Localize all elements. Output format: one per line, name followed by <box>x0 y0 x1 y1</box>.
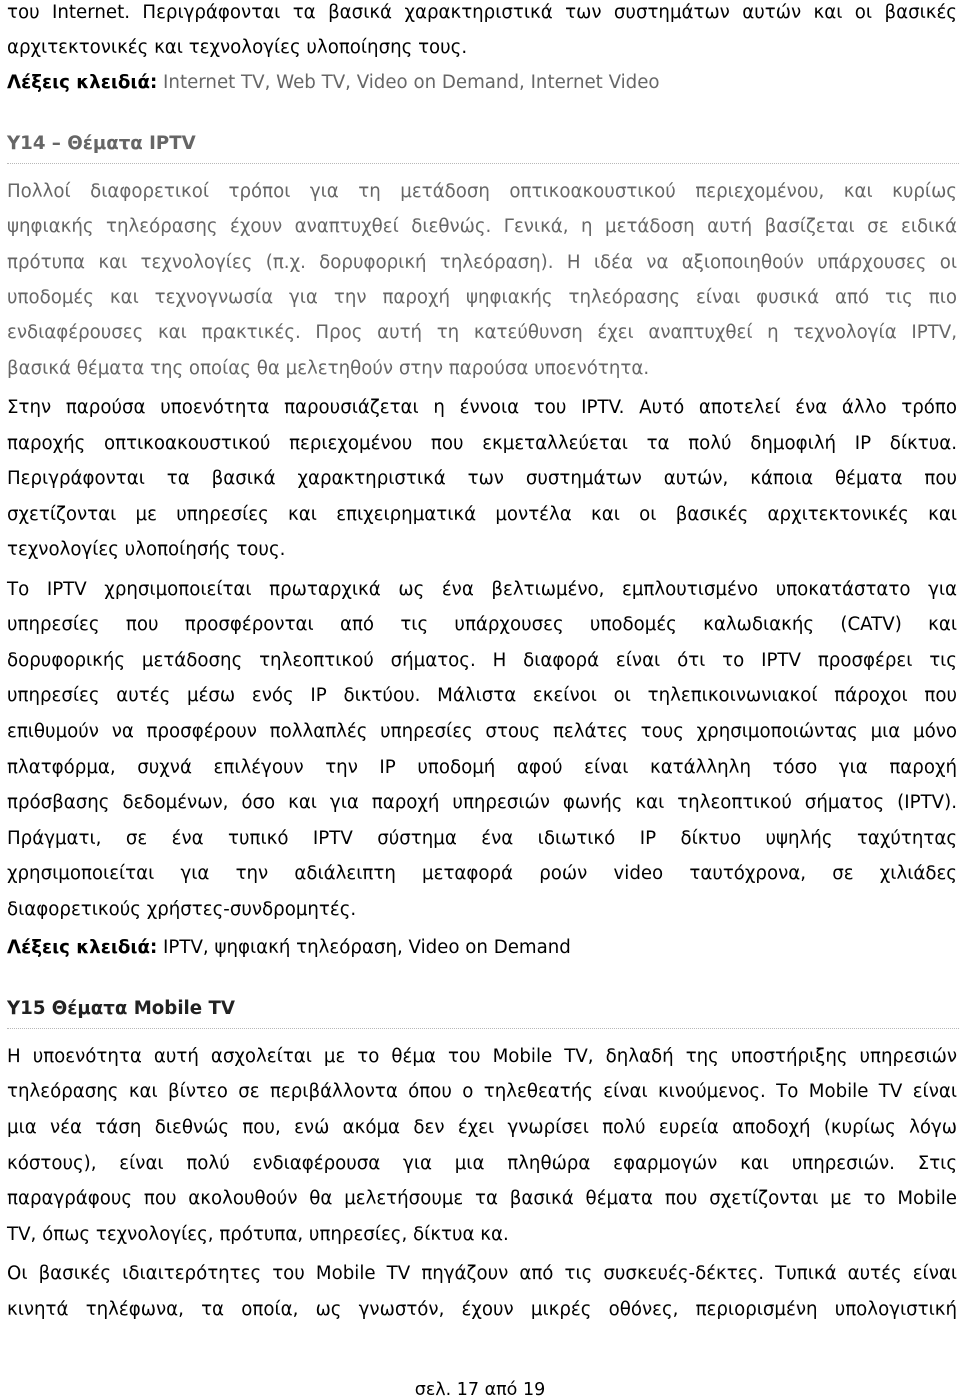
paragraph-line: παροχής οπτικοακουστικού περιεχομένου που εκμεταλλεύεται τα πολύ δημοφιλή IP δίκτυα. <box>7 433 957 454</box>
paragraph-line: τεχνολογίες υλοποίησής τους. <box>7 539 286 560</box>
paragraph-line: κόστους), είναι πολύ ενδιαφέρουσα για μια πληθώρα εφαρμογών και υπηρεσιών. Στις <box>7 1153 957 1174</box>
keywords-text: IPTV, ψηφιακή τηλεόραση, Video on Demand <box>157 937 571 958</box>
paragraph-line: ψηφιακής τηλεόρασης έχουν αναπτυχθεί διεθνώς. Γενικά, η μετάδοση αυτή βασίζεται σε ειδικά <box>7 216 957 237</box>
paragraph-line: Πράγματι, σε ένα τυπικό IPTV σύστημα ένα ιδιωτικό IP δίκτυο υψηλής ταχύτητας <box>7 828 957 849</box>
paragraph-line: TV, όπως τεχνολογίες, πρότυπα, υπηρεσίες, δίκτυα κα. <box>7 1224 509 1245</box>
section-heading-y14: Υ14 – Θέματα IPTV <box>7 133 196 154</box>
intro-line: αρχιτεκτονικές και τεχνολογίες υλοποίησης τους. <box>7 37 468 58</box>
paragraph-line: πρότυπα και τεχνολογίες (π.χ. δορυφορική τηλεόραση). Η ιδέα να αξιοποιηθούν υπάρχουσες οι <box>7 252 957 273</box>
paragraph-line: υπηρεσίες αυτές μέσω ενός IP δικτύου. Μάλιστα εκείνοι οι τηλεπικοινωνιακοί πάροχοι που <box>7 685 957 706</box>
paragraph-line: σχετίζονται με υπηρεσίες και επιχειρηματικά μοντέλα και οι βασικές αρχιτεκτονικές και <box>7 504 957 525</box>
paragraph-line: τηλεόρασης και βίντεο σε περιβάλλοντα όπου ο τηλεθεατής είναι κινούμενος. Το Mobile TV είναι <box>7 1081 957 1102</box>
keywords-label: Λέξεις κλειδιά: <box>7 937 158 958</box>
paragraph-line: πρόσβασης δεδομένων, όσο και για παροχή υπηρεσιών φωνής και τηλεοπτικού σήματος (IPTV). <box>7 792 957 813</box>
paragraph-line: χρησιμοποιείται για την αδιάλειπτη μεταφορά ροών video ταυτόχρονα, σε χιλιάδες <box>7 863 957 884</box>
paragraph-line: Το IPTV χρησιμοποιείται πρωταρχικά ως ένα βελτιωμένο, εμπλουτισμένο υποκατάστατο για <box>7 579 957 600</box>
paragraph-line: πλατφόρμα, συχνά επιλέγουν την IP υποδομή αφού είναι κατάλληλη τόσο για παροχή <box>7 757 957 778</box>
paragraph-line: δορυφορικής μετάδοσης τηλεοπτικού σήματος. Η διαφορά είναι ότι το IPTV προσφέρει τις <box>7 650 957 671</box>
section-divider <box>7 163 959 164</box>
paragraph-line: μια νέα τάση διεθνώς που, ενώ ακόμα δεν έχει γνωρίσει πολύ ευρεία αποδοχή (κυρίως λόγω <box>7 1117 957 1138</box>
paragraph-line: ενδιαφέρουσες και πρακτικές. Προς αυτή τη κατεύθυνση έχει αναπτυχθεί η τεχνολογία IPTV, <box>7 322 957 343</box>
intro-line: του Internet. Περιγράφονται τα βασικά χαρακτηριστικά των συστημάτων αυτών και οι βασικές <box>7 2 957 23</box>
section-heading-y15: Υ15 Θέματα Mobile TV <box>7 998 235 1019</box>
paragraph-line: κινητά τηλέφωνα, τα οποία, ως γνωστόν, έχουν μικρές οθόνες, περιορισμένη υπολογιστική <box>7 1299 957 1320</box>
paragraph-line: υποδομές και τεχνογνωσία για την παροχή ψηφιακής τηλεόρασης είναι φυσικά από τις πιο <box>7 287 957 308</box>
section-divider <box>7 1028 959 1029</box>
paragraph-line: Περιγράφονται τα βασικά χαρακτηριστικά των συστημάτων αυτών, κάποια θέματα που <box>7 468 957 489</box>
paragraph-line: βασικά θέματα της οποίας θα μελετηθούν στην παρούσα υποενότητα. <box>7 358 650 379</box>
keywords-line <box>7 935 571 961</box>
paragraph-line: διαφορετικούς χρήστες-συνδρομητές. <box>7 899 357 920</box>
paragraph-line: υπηρεσίες που προσφέρονται από τις υπάρχουσες υποδομές καλωδιακής (CATV) και <box>7 614 957 635</box>
paragraph-line: Στην παρούσα υποενότητα παρουσιάζεται η έννοια του IPTV. Αυτό αποτελεί ένα άλλο τρόπο <box>7 397 957 418</box>
paragraph-line: Οι βασικές ιδιαιτερότητες του Mobile TV πηγάζουν από τις συσκευές-δέκτες. Τυπικά αυτές είναι <box>7 1263 957 1284</box>
paragraph-line: Η υποενότητα αυτή ασχολείται με το θέμα του Mobile TV, δηλαδή της υποστήριξης υπηρεσιών <box>7 1046 957 1067</box>
keywords-line <box>7 70 660 96</box>
paragraph-line: επιθυμούν να προσφέρουν πολλαπλές υπηρεσίες στους πελάτες τους χρησιμοποιώντας μια μόνο <box>7 721 957 742</box>
paragraph-line: Πολλοί διαφορετικοί τρόποι για τη μετάδοση οπτικοακουστικού περιεχομένου, και κυρίως <box>7 181 957 202</box>
keywords-label: Λέξεις κλειδιά: <box>7 72 158 93</box>
paragraph-line: παραγράφους που ακολουθούν θα μελετήσουμε τα βασικά θέματα που σχετίζονται με το Mobile <box>7 1188 957 1209</box>
keywords-text: Internet TV, Web TV, Video on Demand, Internet Video <box>157 72 660 93</box>
page-number: σελ. 17 από 19 <box>414 1380 546 1400</box>
